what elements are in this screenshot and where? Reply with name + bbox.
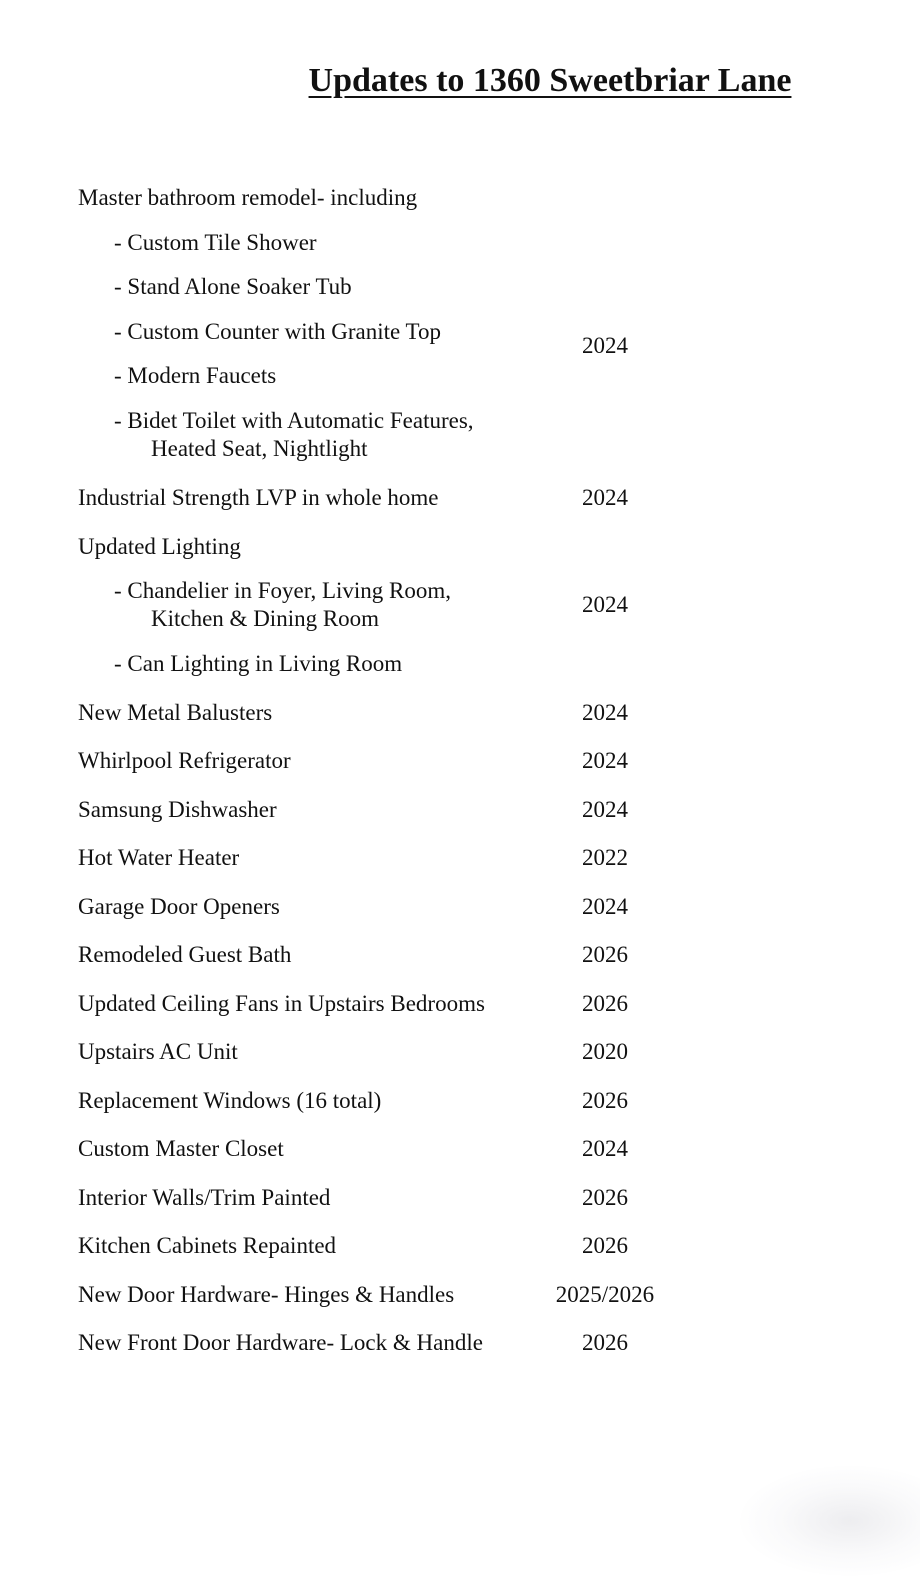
row-year: 2024: [582, 748, 628, 773]
row-label: Remodeled Guest Bath: [78, 942, 292, 967]
photo-glare: [740, 1466, 920, 1576]
row-label: Hot Water Heater: [78, 845, 240, 870]
row-year: 2020: [582, 1039, 628, 1064]
row-label: Interior Walls/Trim Painted: [78, 1185, 331, 1210]
lighting-label: Updated Lighting: [78, 534, 241, 559]
row-year: 2024: [582, 700, 628, 725]
master-bath-item-tile-shower: - Custom Tile Shower: [114, 230, 317, 255]
row-year: 2024: [582, 797, 628, 822]
row-year: 2022: [582, 845, 628, 870]
master-bath-item-soaker-tub: - Stand Alone Soaker Tub: [114, 274, 352, 299]
row-label: Whirlpool Refrigerator: [78, 748, 291, 773]
row-label: Kitchen Cabinets Repainted: [78, 1233, 337, 1258]
lighting-item-chandelier-continuation: Kitchen & Dining Room: [151, 606, 380, 631]
master-bath-year: 2024: [582, 333, 628, 358]
row-year: 2026: [582, 942, 628, 967]
lighting-item-chandelier: - Chandelier in Foyer, Living Room,: [114, 578, 452, 603]
lvp-year: 2024: [582, 485, 628, 510]
row-year: 2026: [582, 1088, 628, 1113]
page-title: Updates to 1360 Sweetbriar Lane: [308, 62, 792, 99]
row-label: New Front Door Hardware- Lock & Handle: [78, 1330, 483, 1355]
master-bath-label: Master bathroom remodel- including: [78, 185, 418, 210]
row-year: 2026: [582, 1330, 628, 1355]
row-label: Replacement Windows (16 total): [78, 1088, 382, 1113]
row-label: Samsung Dishwasher: [78, 797, 277, 822]
lighting-item-can-lighting: - Can Lighting in Living Room: [114, 651, 403, 676]
row-label: Custom Master Closet: [78, 1136, 284, 1161]
row-label: Upstairs AC Unit: [78, 1039, 238, 1064]
row-year: 2024: [582, 1136, 628, 1161]
lighting-year: 2024: [582, 592, 628, 617]
row-label: Updated Ceiling Fans in Upstairs Bedrooms: [78, 991, 485, 1016]
master-bath-item-bidet: - Bidet Toilet with Automatic Features,: [114, 408, 474, 433]
row-year: 2026: [582, 991, 628, 1016]
row-year: 2024: [582, 894, 628, 919]
row-year: 2025/2026: [555, 1282, 655, 1307]
master-bath-item-counter: - Custom Counter with Granite Top: [114, 319, 441, 344]
lvp-label: Industrial Strength LVP in whole home: [78, 485, 439, 510]
master-bath-item-bidet-continuation: Heated Seat, Nightlight: [151, 436, 368, 461]
row-label: New Metal Balusters: [78, 700, 273, 725]
row-label: New Door Hardware- Hinges & Handles: [78, 1282, 455, 1307]
row-year: 2026: [582, 1233, 628, 1258]
master-bath-item-faucets: - Modern Faucets: [114, 363, 277, 388]
row-label: Garage Door Openers: [78, 894, 280, 919]
row-year: 2026: [582, 1185, 628, 1210]
